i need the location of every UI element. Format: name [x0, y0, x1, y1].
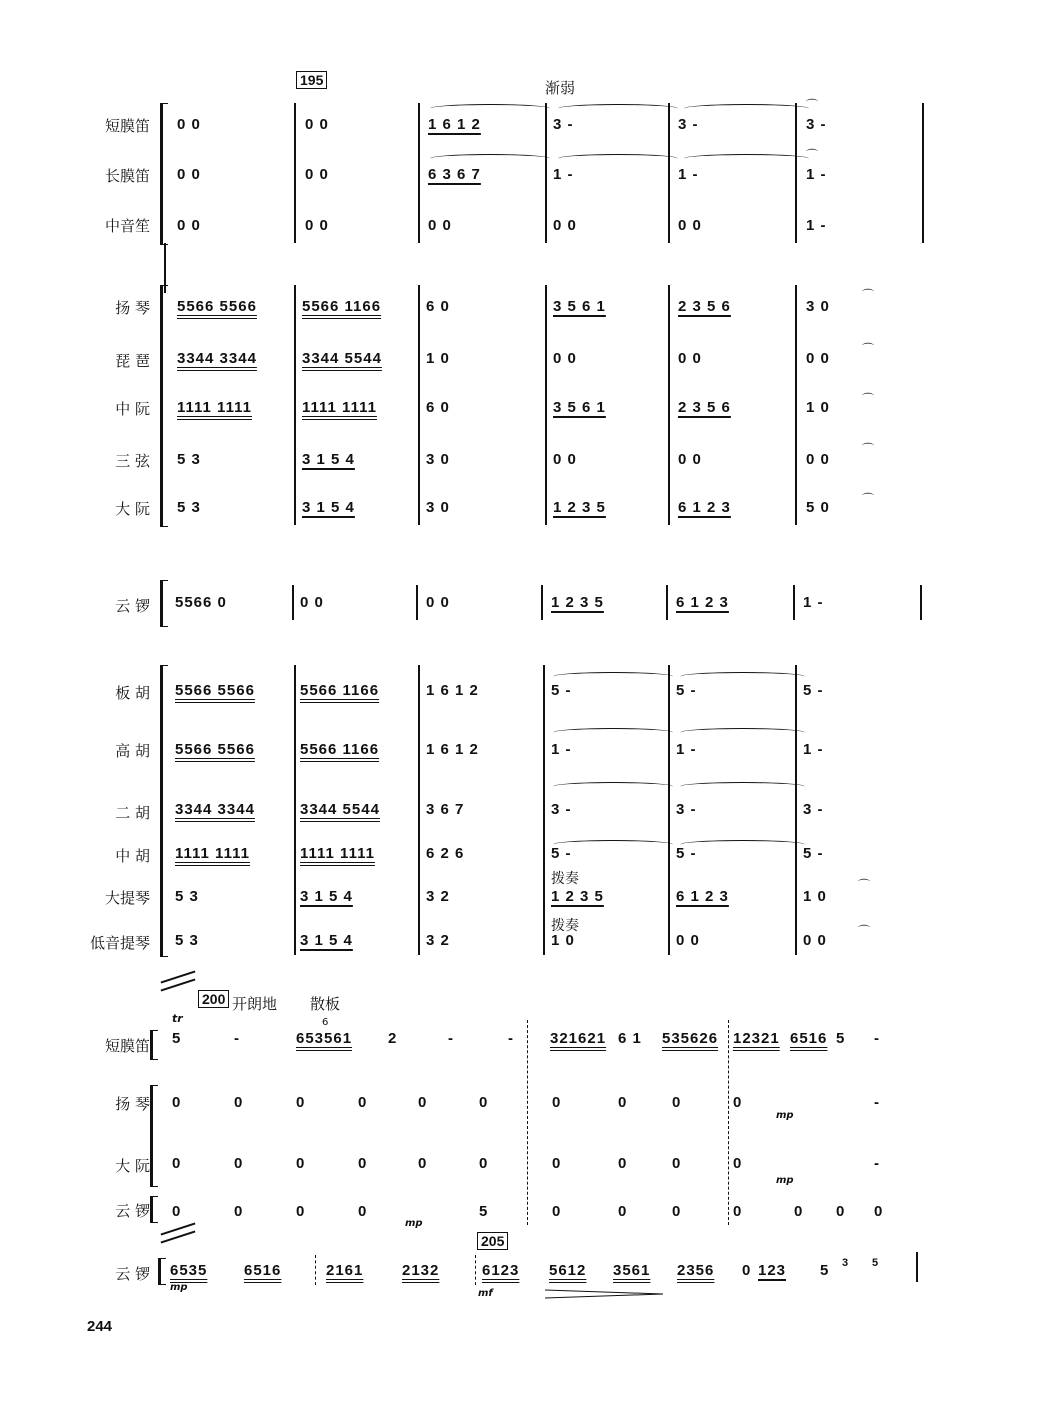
note-cell: 6 1 2 3 [676, 888, 729, 905]
dynamic-mp: mp [405, 1218, 423, 1229]
note-cell: 2 3 5 6 [678, 298, 731, 315]
note-cell: 2356 [677, 1262, 715, 1279]
note-cell: 6516 [244, 1262, 282, 1279]
barline [541, 585, 543, 620]
barline [668, 285, 670, 525]
note-cell: 0 0 [553, 451, 577, 468]
note-cell: 6516 [790, 1030, 828, 1047]
note-cell: 3 - [803, 801, 824, 818]
slur [430, 154, 550, 163]
fermata-icon: ⌒ [858, 878, 871, 892]
note-cell: 0 [418, 1094, 428, 1111]
note-cell: 5 0 [806, 499, 830, 516]
note-cell: 0 0 [553, 350, 577, 367]
dynamic-mp: mp [776, 1175, 794, 1186]
instrument-label: 中音笙 [104, 217, 150, 235]
barline [294, 103, 296, 243]
note-cell: 0 0 [806, 451, 830, 468]
note-cell: 6 2 6 [426, 845, 465, 862]
note-cell: 3 - [553, 116, 574, 133]
note-cell: 6 0 [426, 399, 450, 416]
note-cell: 0 [618, 1155, 628, 1172]
note-cell: 1 2 3 5 [553, 499, 606, 516]
dynamic-mp: mp [170, 1282, 188, 1293]
tie [680, 840, 805, 849]
note-cell: 5 3 [175, 888, 199, 905]
rehearsal-mark-195: 195 [296, 71, 327, 89]
note-cell: 0 [296, 1155, 306, 1172]
note-cell: 0 0 [678, 451, 702, 468]
note-cell: 6 1 2 3 [678, 499, 731, 516]
fermata-icon: ⌒ [862, 342, 875, 356]
note-cell: 0 [672, 1155, 682, 1172]
note-cell: 0 [172, 1203, 182, 1220]
note-cell: 6 3 6 7 [428, 166, 481, 183]
fermata-icon: ⌒ [862, 492, 875, 506]
note-cell: 0 [618, 1203, 628, 1220]
slur [430, 104, 550, 113]
note-cell: 0 [479, 1094, 489, 1111]
tie [684, 154, 809, 163]
fermata-icon: ⌒ [862, 288, 875, 302]
barline [545, 285, 547, 525]
note-cell: 3 - [678, 116, 699, 133]
note-cell: 0 0 [803, 932, 827, 949]
fermata-icon: ⌒ [862, 442, 875, 456]
note-cell: 3 0 [426, 499, 450, 516]
note-cell: 3344 3344 [175, 801, 255, 818]
note-cell: 6 1 [618, 1030, 642, 1047]
note-cell: 1111 1111 [300, 845, 375, 862]
pizzicato-marking: 拨奏 [551, 918, 579, 934]
fermata-icon: ⌒ [858, 924, 871, 938]
note-cell: 1 2 3 5 [551, 594, 604, 611]
note-cell: 5566 1166 [302, 298, 382, 315]
fermata-icon: ⌒ [862, 392, 875, 406]
note-cell: 0 [358, 1155, 368, 1172]
bracket-yunluo [160, 580, 168, 627]
note-cell: 0 [733, 1155, 743, 1172]
note-cell: 3 5 6 1 [553, 399, 606, 416]
note-cell: 5 - [551, 682, 572, 699]
note-cell: 0 [552, 1155, 562, 1172]
note-cell: 0 [234, 1155, 244, 1172]
note-cell: 0 0 [553, 217, 577, 234]
note-cell: - [874, 1094, 880, 1111]
note-cell: 1111 1111 [175, 845, 250, 862]
note-cell: 1 6 1 2 [426, 682, 479, 699]
note-cell: 0 [172, 1094, 182, 1111]
barline-end [920, 585, 922, 620]
rehearsal-mark-200: 200 [198, 990, 229, 1008]
rehearsal-mark-205: 205 [477, 1232, 508, 1250]
note-cell: 5 - [803, 682, 824, 699]
note-cell: 5 - [551, 845, 572, 862]
note-cell: 12321 [733, 1030, 780, 1047]
tie [684, 104, 809, 113]
note-cell: 0 0 [305, 217, 329, 234]
instrument-label: 三 弦 [115, 452, 150, 470]
note-cell: 5 [172, 1030, 182, 1047]
note-cell: 1 0 [426, 350, 450, 367]
decrescendo-hairpin [545, 1288, 665, 1300]
note-cell: 1 - [678, 166, 699, 183]
note-cell: 5566 5566 [177, 298, 257, 315]
dynamic-mf: mf [478, 1288, 493, 1299]
dashed-barline [728, 1020, 729, 1225]
fermata-icon: ⌒ [806, 98, 819, 112]
note-cell: 1 0 [803, 888, 827, 905]
note-cell: 3 1 5 4 [300, 932, 353, 949]
dynamic-mp: mp [776, 1110, 794, 1121]
note-cell: 5 3 [175, 932, 199, 949]
barline [292, 585, 294, 620]
note-cell: 0 0 [177, 116, 201, 133]
note-cell: 6 0 [426, 298, 450, 315]
note-cell: 0 [234, 1094, 244, 1111]
instrument-label: 低音提琴 [89, 934, 150, 952]
note-cell: 3 1 5 4 [300, 888, 353, 905]
bracket [150, 1030, 158, 1060]
note-cell: 0 [479, 1155, 489, 1172]
note-cell: 3 - [551, 801, 572, 818]
note-cell: 5612 [549, 1262, 587, 1279]
instrument-label: 扬 琴 [115, 299, 150, 317]
note-cell: 3561 [613, 1262, 651, 1279]
barline [418, 285, 420, 525]
instrument-label: 扬 琴 [115, 1095, 150, 1113]
note-cell: - [448, 1030, 454, 1047]
tie [558, 104, 678, 113]
note-cell: 123 [758, 1262, 787, 1279]
instrument-label: 二 胡 [115, 804, 150, 822]
instrument-label: 琵 琶 [115, 352, 150, 370]
note-cell: 2 3 5 6 [678, 399, 731, 416]
note-cell: 5566 0 [175, 594, 227, 611]
note-cell: 5 3 [177, 451, 201, 468]
dashed-barline [315, 1255, 316, 1285]
dashed-barline [527, 1020, 528, 1225]
note-cell: 0 [296, 1094, 306, 1111]
note-cell: 3 5 6 1 [553, 298, 606, 315]
instrument-label: 云 锣 [115, 1202, 150, 1220]
note-cell: 3 6 7 [426, 801, 465, 818]
note-cell: 0 0 [177, 217, 201, 234]
note-cell: 0 [618, 1094, 628, 1111]
barline [795, 285, 797, 525]
barline [795, 665, 797, 955]
note-cell: 1 0 [551, 932, 575, 949]
tie [553, 672, 673, 681]
note-cell: 0 0 [428, 217, 452, 234]
note-cell: 1 - [551, 741, 572, 758]
note-cell: 0 [733, 1094, 743, 1111]
note-cell: 1 - [676, 741, 697, 758]
tuplet-number: 6 [322, 1017, 329, 1028]
tie [680, 728, 805, 737]
note-cell: 3344 5544 [300, 801, 380, 818]
note-cell: 6 1 2 3 [676, 594, 729, 611]
note-cell: 0 [552, 1203, 562, 1220]
note-cell: - [234, 1030, 240, 1047]
note-cell: 0 0 [305, 166, 329, 183]
note-cell: 0 0 [678, 350, 702, 367]
note-cell: 1 - [553, 166, 574, 183]
note-cell: 6535 [170, 1262, 208, 1279]
note-cell: - [508, 1030, 514, 1047]
instrument-label: 云 锣 [115, 597, 150, 615]
instrument-label: 板 胡 [115, 684, 150, 702]
instrument-label: 大提琴 [104, 889, 150, 907]
note-cell: 1 - [806, 217, 827, 234]
note-cell: 0 0 [305, 116, 329, 133]
instrument-label: 大 阮 [115, 1157, 150, 1175]
dashed-barline [475, 1255, 476, 1285]
instrument-label: 短膜笛 [104, 117, 150, 135]
note-cell: 5566 1166 [300, 741, 380, 758]
note-cell: 3344 3344 [177, 350, 257, 367]
note-cell: 0 [836, 1203, 846, 1220]
instrument-label: 中 胡 [115, 847, 150, 865]
note-cell: 1 6 1 2 [426, 741, 479, 758]
note-cell: 5 [479, 1203, 489, 1220]
barline [294, 665, 296, 955]
note-cell: 5566 5566 [175, 682, 255, 699]
note-cell: 3 2 [426, 888, 450, 905]
tie [558, 154, 678, 163]
note-cell: 3 - [676, 801, 697, 818]
barline [416, 585, 418, 620]
barline [668, 665, 670, 955]
trill-marking: tr [172, 1012, 183, 1025]
tie [680, 672, 805, 681]
instrument-label: 长膜笛 [104, 167, 150, 185]
note-cell: 5 [872, 1257, 880, 1269]
note-cell: 0 0 [678, 217, 702, 234]
note-cell: 5 - [676, 845, 697, 862]
barline [418, 103, 420, 243]
barline [795, 103, 797, 243]
note-cell: 3 0 [806, 298, 830, 315]
tempo-marking: 散板 [310, 995, 341, 1013]
diminuendo-marking: 渐弱 [545, 79, 576, 97]
bracket [150, 1196, 158, 1223]
note-cell: 5 3 [177, 499, 201, 516]
bracket [158, 1258, 166, 1285]
instrument-label: 高 胡 [115, 742, 150, 760]
note-cell: 0 [672, 1203, 682, 1220]
note-cell: 0 [552, 1094, 562, 1111]
note-cell: 2161 [326, 1262, 364, 1279]
note-cell: 0 [672, 1094, 682, 1111]
note-cell: 0 [874, 1203, 884, 1220]
note-cell: 321621 [550, 1030, 607, 1047]
instrument-label: 大 阮 [115, 500, 150, 518]
note-cell: 1111 1111 [302, 399, 377, 416]
barline [543, 665, 545, 955]
note-cell: 0 [234, 1203, 244, 1220]
note-cell: 3 2 [426, 932, 450, 949]
instrument-label: 中 阮 [115, 400, 150, 418]
note-cell: 2 [388, 1030, 398, 1047]
barline [666, 585, 668, 620]
tie [680, 782, 805, 791]
note-cell: 0 [742, 1262, 752, 1279]
tempo-marking: 开朗地 [232, 995, 278, 1013]
note-cell: 3 1 5 4 [302, 499, 355, 516]
barline [418, 665, 420, 955]
bracket-winds [160, 103, 168, 245]
tie [553, 728, 673, 737]
note-cell: 3 [842, 1257, 850, 1269]
note-cell: 1 - [803, 741, 824, 758]
barline-end [916, 1252, 918, 1282]
note-cell: 0 0 [676, 932, 700, 949]
tie [553, 840, 673, 849]
bracket-bowed [160, 665, 168, 957]
note-cell: 3 0 [426, 451, 450, 468]
fermata-icon: ⌒ [806, 148, 819, 162]
barline [294, 285, 296, 525]
note-cell: 0 [358, 1094, 368, 1111]
barline-end [922, 103, 924, 243]
bracket-plucked [160, 285, 168, 527]
note-cell: 3 - [806, 116, 827, 133]
note-cell: 0 0 [806, 350, 830, 367]
note-cell: 0 0 [177, 166, 201, 183]
instrument-label: 短膜笛 [104, 1037, 150, 1055]
note-cell: 0 [733, 1203, 743, 1220]
note-cell: 5566 5566 [175, 741, 255, 758]
note-cell: 3 1 5 4 [302, 451, 355, 468]
note-cell: - [874, 1155, 880, 1172]
note-cell: 5 - [803, 845, 824, 862]
tie [553, 782, 673, 791]
note-cell: 5 [820, 1262, 830, 1279]
note-cell: 5 [836, 1030, 846, 1047]
note-cell: 1 - [803, 594, 824, 611]
note-cell: 535626 [662, 1030, 719, 1047]
barline [793, 585, 795, 620]
note-cell: 0 [794, 1203, 804, 1220]
note-cell: 1 0 [806, 399, 830, 416]
note-cell: 1111 1111 [177, 399, 252, 416]
instrument-label: 云 锣 [115, 1265, 150, 1283]
note-cell: 0 [172, 1155, 182, 1172]
note-cell: 5 - [676, 682, 697, 699]
note-cell: 3344 5544 [302, 350, 382, 367]
pizzicato-marking: 拨奏 [551, 871, 579, 887]
page-number: 244 [87, 1318, 113, 1335]
note-cell: 1 2 3 5 [551, 888, 604, 905]
note-cell: 1 6 1 2 [428, 116, 481, 133]
note-cell: 0 0 [300, 594, 324, 611]
note-cell: - [874, 1030, 880, 1047]
note-cell: 0 [418, 1155, 428, 1172]
note-cell: 2132 [402, 1262, 440, 1279]
barline [668, 103, 670, 243]
note-cell: 1 - [806, 166, 827, 183]
note-cell: 0 0 [426, 594, 450, 611]
note-cell: 5566 1166 [300, 682, 380, 699]
bracket [150, 1085, 158, 1187]
barline [545, 103, 547, 243]
note-cell: 0 [296, 1203, 306, 1220]
note-cell: 0 [358, 1203, 368, 1220]
note-cell: 653561 [296, 1030, 353, 1047]
note-cell: 6123 [482, 1262, 520, 1279]
